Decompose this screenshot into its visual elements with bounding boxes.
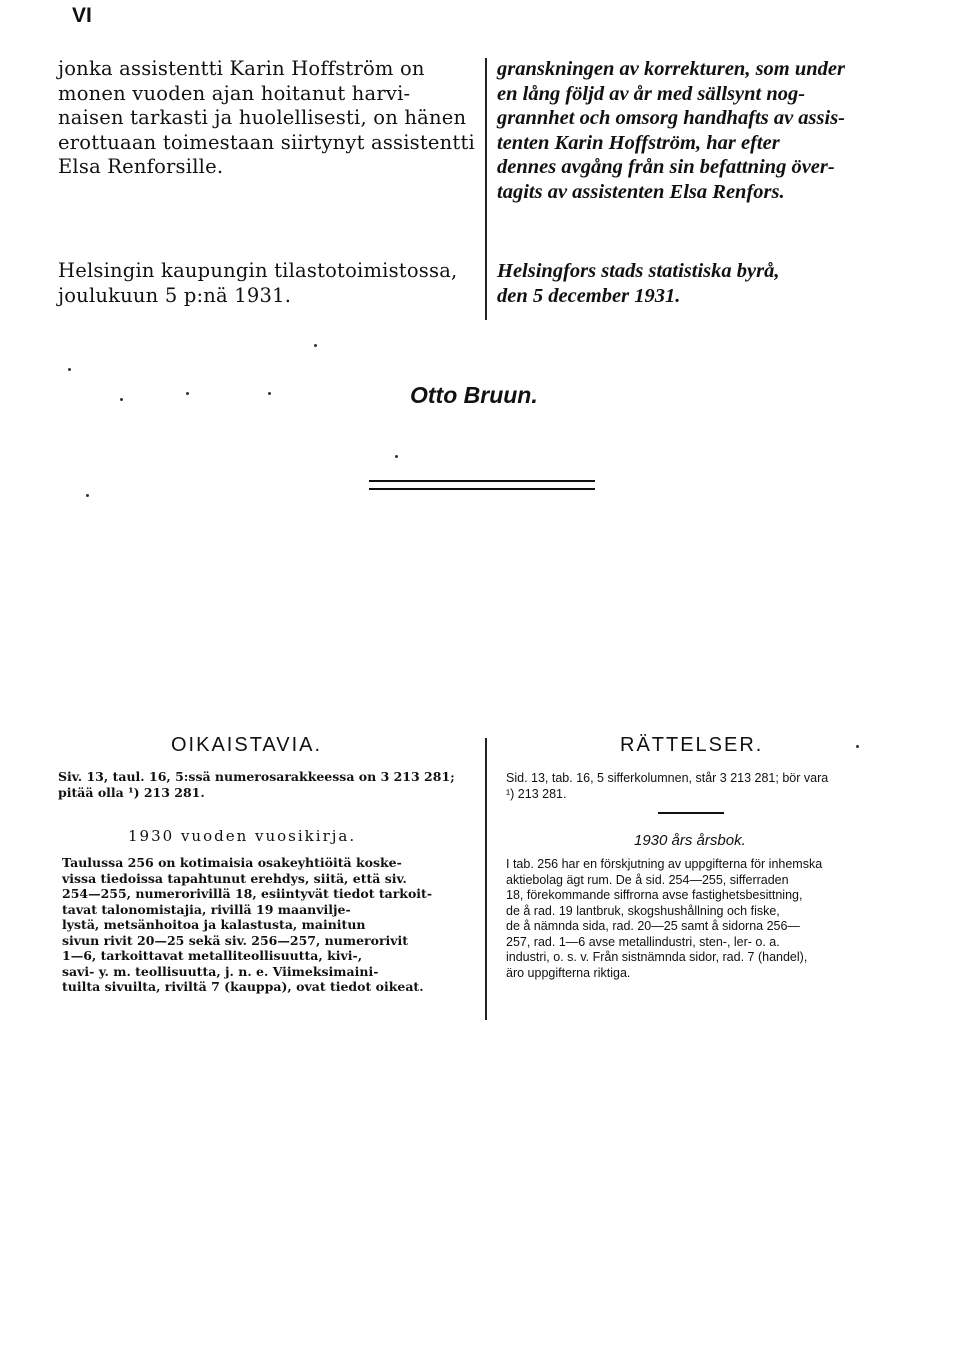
errata-fi-body-line: vissa tiedoissa tapahtunut erehdys, siitä, että siv. [62,870,407,886]
errata-fi-body-line: 254—255, numerorivillä 18, esiintyvät tiedot tarkoit- [62,886,433,901]
errata-sv-body-line: industri, o. s. v. Från sistnämnda sidor, rad. 7 (handel), [506,950,808,964]
finnish-notice-line: jonka assistentti Karin Hoffström on [58,57,425,80]
swedish-place-line: Helsingfors stads statistiska byrå, [497,260,780,282]
finnish-notice-line: monen vuoden ajan hoitanut harvi- [58,81,411,105]
scan-speck [86,494,89,497]
errata-fi-subheading: 1930 vuoden vuosikirja. [128,827,357,845]
errata-sv-body-line: I tab. 256 har en förskjutning av uppgifterna för inhemska [506,857,823,871]
swedish-notice-line: en lång följd av år med sällsynt nog- [497,82,806,105]
scan-speck [856,745,859,748]
errata-sv-intro [506,771,936,802]
errata-sv-body-line: aktiebolag ägt rum. De å sid. 254—255, sifferraden [506,872,789,887]
page-number: VI [72,4,92,27]
signature: Otto Bruun. [410,382,538,408]
scan-speck [268,392,271,395]
double-rule-top [369,480,595,482]
errata-sv-body-line: 257, rad. 1—6 avse metallindustri, sten-, ler- o. a. [506,934,780,949]
errata-sv-body-line: äro uppgifterna riktiga. [506,965,631,980]
double-rule-bottom [369,488,595,490]
scan-speck [68,368,71,371]
swedish-date-line: den 5 december 1931. [497,284,681,307]
scan-speck [395,455,398,458]
swedish-notice-line: granskningen av korrekturen, som under [497,58,846,80]
errata-fi-body [62,855,480,995]
errata-fi-intro-line: Siv. 13, taul. 16, 5:ssä numerosarakkeessa on 3 213 281; [58,769,455,784]
errata-fi-intro [58,769,476,800]
finnish-date-line: joulukuun 5 p:nä 1931. [58,283,292,307]
errata-sv-heading: RÄTTELSER. [620,734,764,756]
swedish-notice-body [497,57,927,204]
swedish-notice-line: tenten Karin Hoffström, har efter [497,131,780,154]
errata-fi-body-line: lystä, metsänhoitoa ja kalastusta, mainitun [62,917,366,932]
errata-sv-intro-line: ¹) 213 281. [506,786,567,801]
errata-fi-heading: OIKAISTAVIA. [171,734,323,756]
swedish-notice-line: tagits av assistenten Elsa Renfors. [497,180,785,203]
errata-fi-body-line: sivun rivit 20—25 sekä siv. 256—257, numerorivit [62,932,409,948]
swedish-notice-line: dennes avgång från sin befattning över- [497,156,835,178]
finnish-place-date [58,259,476,308]
finnish-notice-line: naisen tarkasti ja huolellisesti, on hänen [58,106,467,129]
errata-sv-body [506,857,936,981]
swedish-notice-line: grannhet och omsorg handhafts av assis- [497,107,846,129]
errata-sv-body-line: de å rad. 19 lantbruk, skogshushållning och fiske, [506,903,780,918]
errata-sv-subheading: 1930 års årsbok. [634,832,746,849]
finnish-notice-body [58,57,476,180]
scan-speck [314,344,317,347]
scan-speck [120,398,123,401]
errata-fi-body-line: tavat talonomistajia, rivillä 19 maanvilje- [62,901,351,917]
errata-sv-body-line: de å nämnda sida, rad. 20—25 samt å sidorna 256— [506,919,800,933]
finnish-notice-line: erottuaan toimestaan siirtynyt assistentti [58,130,475,154]
errata-fi-body-line: tuilta sivuilta, riviltä 7 (kauppa), ovat tiedot oikeat. [62,979,424,994]
errata-sv-separator [658,812,724,814]
errata-fi-body-line: Taulussa 256 on kotimaisia osakeyhtiöitä koske- [62,855,402,870]
finnish-notice-line: Elsa Renforsille. [58,155,224,178]
errata-sv-body-line: 18, förekommande siffrorna avse fastighetsbesittning, [506,888,803,902]
column-divider-top [485,58,487,320]
errata-fi-intro-line: pitää olla ¹) 213 281. [58,784,205,800]
column-divider-bottom [485,738,487,1020]
swedish-place-date [497,259,927,308]
errata-fi-body-line: savi- y. m. teollisuutta, j. n. e. Viimeksimaini- [62,963,379,979]
errata-fi-body-line: 1—6, tarkoittavat metalliteollisuutta, kivi-, [62,948,363,963]
finnish-place-line: Helsingin kaupungin tilastotoimistossa, [58,259,458,282]
errata-sv-intro-line: Sid. 13, tab. 16, 5 sifferkolumnen, står 3 213 281; bör vara [506,771,829,785]
scan-speck [186,392,189,395]
